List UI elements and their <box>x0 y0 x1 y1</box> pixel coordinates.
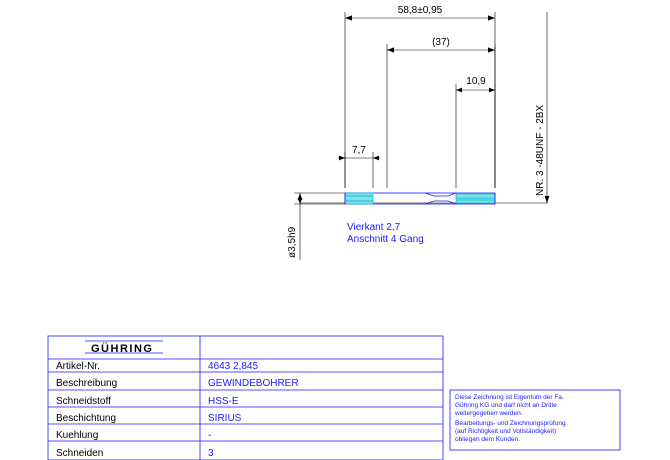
dimension-total-length <box>345 5 495 188</box>
row-label-artikel: Artikel-Nr. <box>56 361 100 372</box>
thread-spec-callout <box>535 12 549 203</box>
arrow-77-left <box>339 156 345 161</box>
tool-geometry <box>300 193 548 204</box>
row-label-schneidstoff: Schneidstoff <box>56 396 111 407</box>
dim-shank-length-text: (37) <box>432 37 450 48</box>
note-vierkant: Vierkant 2,7 <box>347 222 401 233</box>
row-value-schneiden: 3 <box>208 448 214 459</box>
neck-transition-bottom <box>425 201 456 204</box>
dim-shank-diameter-text: ø3,5h9 <box>287 226 298 258</box>
legal-line-6: obliegen dem Kunden. <box>455 436 521 443</box>
dimension-shank-length <box>387 37 495 188</box>
legal-note-box <box>450 390 620 450</box>
arrow-109-right <box>489 88 495 93</box>
legal-line-3: weitergegeben werden. <box>455 410 523 417</box>
dim-square-length-text: 7,7 <box>352 145 366 156</box>
title-block <box>48 336 443 460</box>
row-value-kuehlung: - <box>208 430 212 441</box>
arrow-total-left <box>345 15 352 20</box>
annotation-notes <box>347 222 424 245</box>
dimension-thread-length <box>456 76 495 188</box>
arrow-37-right <box>488 47 495 52</box>
neck-transition-top <box>425 193 456 196</box>
dimension-square-length <box>338 145 380 188</box>
row-label-beschreibung: Beschreibung <box>56 378 118 389</box>
company-logo-text: GÜHRING <box>91 343 154 355</box>
arrow-77-right <box>373 156 379 161</box>
legal-line-1: Diese Zeichnung ist Eigentum der Fa. <box>455 394 564 401</box>
legal-line-5: (auf Richtigkeit und Vollständigkeit) <box>455 428 557 435</box>
legal-line-2: Gühring KG und darf nicht an Dritte <box>455 402 557 409</box>
row-value-artikel: 4643 2,845 <box>208 361 259 372</box>
thread-spec-text: NR. 3 -48UNF - 2BX <box>535 104 546 196</box>
arrow-total-right <box>488 15 495 20</box>
row-label-beschichtung: Beschichtung <box>56 413 117 424</box>
thread-section <box>456 194 495 203</box>
row-value-beschreibung: GEWINDEBOHRER <box>208 378 299 389</box>
dim-total-length-text: 58,8±0,95 <box>397 5 443 16</box>
row-label-schneiden: Schneiden <box>56 448 104 459</box>
thread-spec-arrow <box>545 196 550 203</box>
row-value-beschichtung: SIRIUS <box>208 413 242 424</box>
dim-thread-length-text: 10,9 <box>466 76 486 87</box>
arrow-109-left <box>456 88 462 93</box>
note-anschnitt: Anschnitt 4 Gang <box>347 234 424 245</box>
row-label-kuehlung: Kuehlung <box>56 430 99 441</box>
row-value-schneidstoff: HSS-E <box>208 396 239 407</box>
square-drive <box>345 193 373 204</box>
legal-line-4: Bearbeitungs- und Zeichnungsprüfung <box>455 420 566 427</box>
arrow-37-left <box>387 47 394 52</box>
